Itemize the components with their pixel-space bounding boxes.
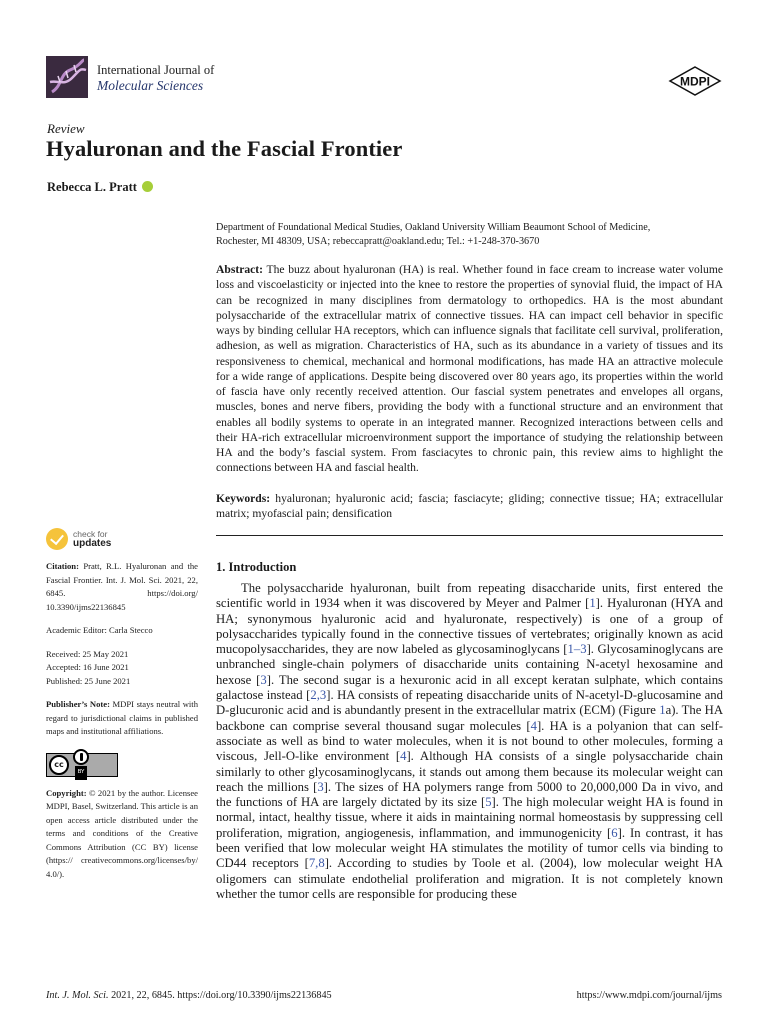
- author-name[interactable]: Rebecca L. Pratt: [47, 180, 137, 194]
- cc-by-license-badge[interactable]: [46, 753, 118, 777]
- intro-text: ]. In contrast, it has been verified that low molecular weight HA stimulates the motility of tumor cells via binding to CD44 receptors [: [216, 825, 723, 871]
- academic-editor: Academic Editor: Carla Stecco: [46, 625, 153, 635]
- citation-link[interactable]: 5: [485, 795, 492, 810]
- footer-citation: [46, 990, 332, 1001]
- journal-name: [97, 62, 214, 94]
- intro-text: ]. The second sugar is a hexuronic acid in all except keratan sulphate, which contains galactose instead [: [216, 672, 723, 703]
- abstract-label: Abstract:: [216, 263, 264, 276]
- abstract-text: The buzz about hyaluronan (HA) is real. Whether found in face cream to increase water volume loss and viscoelasticity or injected into the knee to restore the properties of synovial fluid, the impact of HA can be recognized in many disciplines from dermatology to orthopedics. HA is the most abundant polysaccharide of the extracellular matrix of connective tissues. HA can impact cell behavior in specific ways by binding cellular HA receptors, which can influence signals that facilitate cell survival, proliferation, adhesion, as well as migration. Characteristics of HA, such as its abundance in a variety of tissues and its responsiveness to chemical, mechanical and hormonal modifications, has made HA an attractive molecule for a wide range of applications. Despite being discovered over 80 years ago, its properties within the world of fascia have only recently received attention. Our fascial system penetrates and envelopes all organs, muscles, bones and nerve fibers, providing the body with a functional structure and an environment that enables all bodily systems to operate in an integrated manner. Recognized interactions between cells and their HA-rich extracellular microenvironment support the importance of studying the relationship between HA and the body’s fascial system. From fasciacytes to chronic pain, this review aims to highlight the connections between HA and fascial health.: [216, 263, 723, 475]
- check-for-updates-button[interactable]: [46, 528, 198, 550]
- article-type: Review: [47, 121, 85, 136]
- intro-text: ]. The sizes of HA polymers range from 5000 to 20,000,000 Da in vivo, and the functions of HA are largely dictated by its size [: [216, 779, 723, 810]
- main-column: [216, 262, 723, 902]
- section-divider: [216, 535, 723, 536]
- intro-text: ]. The high molecular weight HA is found in normal, intact, healthy tissue, where it aids in maintaining normal homeostasis by suppressing cell proliferation, migration, angiogenesis, inflammation, and immunogenicity [: [216, 795, 723, 840]
- person-icon: [73, 749, 89, 765]
- author-line: [47, 180, 153, 195]
- citation-link[interactable]: 6: [611, 825, 618, 840]
- dna-helix-icon: [46, 56, 88, 98]
- citation-link[interactable]: 1: [589, 596, 596, 611]
- creative-commons-icon: cc: [49, 755, 69, 775]
- footer-doi[interactable]: 2021, 22, 6845. https://doi.org/10.3390/ijms22136845: [111, 990, 332, 1001]
- citation-block: [46, 560, 198, 614]
- received-date: Received: 25 May 2021: [46, 648, 129, 659]
- intro-text: ]. Hyaluronan (HYA and HA; synonymous hyaluronic acid and hyaluronate, respectively) is one of a group of polysaccharides typically found in the connective tissues of vertebrates; originally known as acid mucopolysaccharides, they are now labeled as glycosaminoglycans [: [216, 596, 723, 657]
- footer-journal-abbrev: Int. J. Mol. Sci.: [46, 990, 109, 1001]
- keywords-label: Keywords:: [216, 491, 271, 505]
- citation-link[interactable]: 2,3: [310, 688, 327, 703]
- publisher-note-text: MDPI stays neutral with regard to jurisdictional claims in published maps and institutional affiliations.: [46, 699, 198, 736]
- citation-link[interactable]: 1–3: [567, 642, 587, 657]
- intro-text: ]. According to studies by Toole et al. (2004), low molecular weight HA oligomers can stimulate endothelial proliferation and migration. It is not completely known whether the tumor cells are responsible for producing these: [216, 856, 723, 901]
- check-line1: check for: [73, 529, 108, 539]
- copyright-block: [46, 787, 198, 882]
- journal-name-line2: Molecular Sciences: [97, 78, 204, 93]
- intro-text: ]. HA consists of repeating disaccharide units of N-acetyl-D-glucosamine and D-glucuronic acid and is abundantly present in the extracellular matrix (ECM) (Figure: [216, 688, 723, 718]
- citation-link[interactable]: 3: [317, 779, 324, 794]
- published-date: Published: 25 June 2021: [46, 675, 131, 686]
- abstract: [216, 262, 723, 476]
- by-label: BY: [75, 766, 88, 780]
- affiliation-line2: Rochester, MI 48309, USA; rebeccapratt@oakland.edu; Tel.: +1-248-370-3670: [216, 236, 540, 247]
- intro-text: a). The HA backbone can comprise several thousand sugar molecules [: [216, 703, 723, 733]
- page-footer: [46, 990, 722, 1001]
- section-heading-introduction: 1. Introduction: [216, 560, 297, 574]
- affiliation: [216, 221, 716, 249]
- intro-text: The polysaccharide hyaluronan, built from repeating disaccharide units, first entered the scientific world in 1934 when it was discovered by Meyer and Palmer [: [216, 581, 723, 611]
- sidebar: [46, 528, 198, 881]
- check-line2: updates: [73, 538, 112, 549]
- keywords-text: hyaluronan; hyaluronic acid; fascia; fasciacyte; gliding; connective tissue; HA; extracellular matrix; myofascial pain; densification: [216, 491, 723, 520]
- journal-name-line1: International Journal of: [97, 63, 215, 77]
- affiliation-line1: Department of Foundational Medical Studies, Oakland University William Beaumont School of Medicine,: [216, 222, 651, 233]
- keywords: [216, 491, 723, 522]
- citation-link[interactable]: 7,8: [308, 856, 325, 871]
- footer-journal-url[interactable]: https://www.mdpi.com/journal/ijms: [576, 990, 722, 1001]
- orcid-icon[interactable]: [142, 181, 153, 192]
- copyright-label: Copyright:: [46, 787, 87, 798]
- dates-block: [46, 648, 198, 689]
- citation-label: Citation:: [46, 561, 79, 571]
- checkmark-icon: [46, 528, 68, 550]
- attribution-icon: [73, 749, 89, 780]
- check-for-updates-label: [73, 530, 111, 548]
- publisher-note-label: Publisher’s Note:: [46, 699, 110, 709]
- accepted-date: Accepted: 16 June 2021: [46, 662, 129, 672]
- mdpi-logo[interactable]: [668, 66, 722, 96]
- citation-link[interactable]: 3: [260, 672, 267, 687]
- figure-link[interactable]: 1: [659, 703, 666, 718]
- citation-link[interactable]: 4: [530, 718, 537, 733]
- intro-text: ]. HA is a polyanion that can self-associate as well as bind to water molecules, when it is not bound to other molecules, forming a viscous, Jell-O-like environment [: [216, 718, 723, 764]
- citation-link[interactable]: 4: [400, 749, 407, 764]
- citation-text[interactable]: Pratt, R.L. Hyaluronan and the Fascial Frontier. Int. J. Mol. Sci. 2021, 22, 6845. https://doi.org/ 10.3390/ijms22136845: [46, 561, 198, 612]
- mdpi-logo-text: MDPI: [680, 74, 710, 89]
- introduction-paragraph: [216, 581, 723, 902]
- publisher-note: [46, 698, 198, 739]
- intro-text: ]. Although HA consists of a single polysaccharide chain similarly to other glycosaminoglycans, it stands out among them because its molecular weight can reach the millions [: [216, 749, 723, 794]
- intro-text: ]. Glycosaminoglycans are unbranched single-chain polymers of disaccharide units containing N-acetyl hexosamine and hexose [: [216, 642, 723, 687]
- article-title: Hyaluronan and the Fascial Frontier: [46, 136, 403, 161]
- copyright-text: © 2021 by the author. Licensee MDPI, Basel, Switzerland. This article is an open access article distributed under the terms and conditions of the Creative Commons Attribution (CC BY) license (https:// creativecommons.org/licenses/by/ 4.0/).: [46, 787, 198, 879]
